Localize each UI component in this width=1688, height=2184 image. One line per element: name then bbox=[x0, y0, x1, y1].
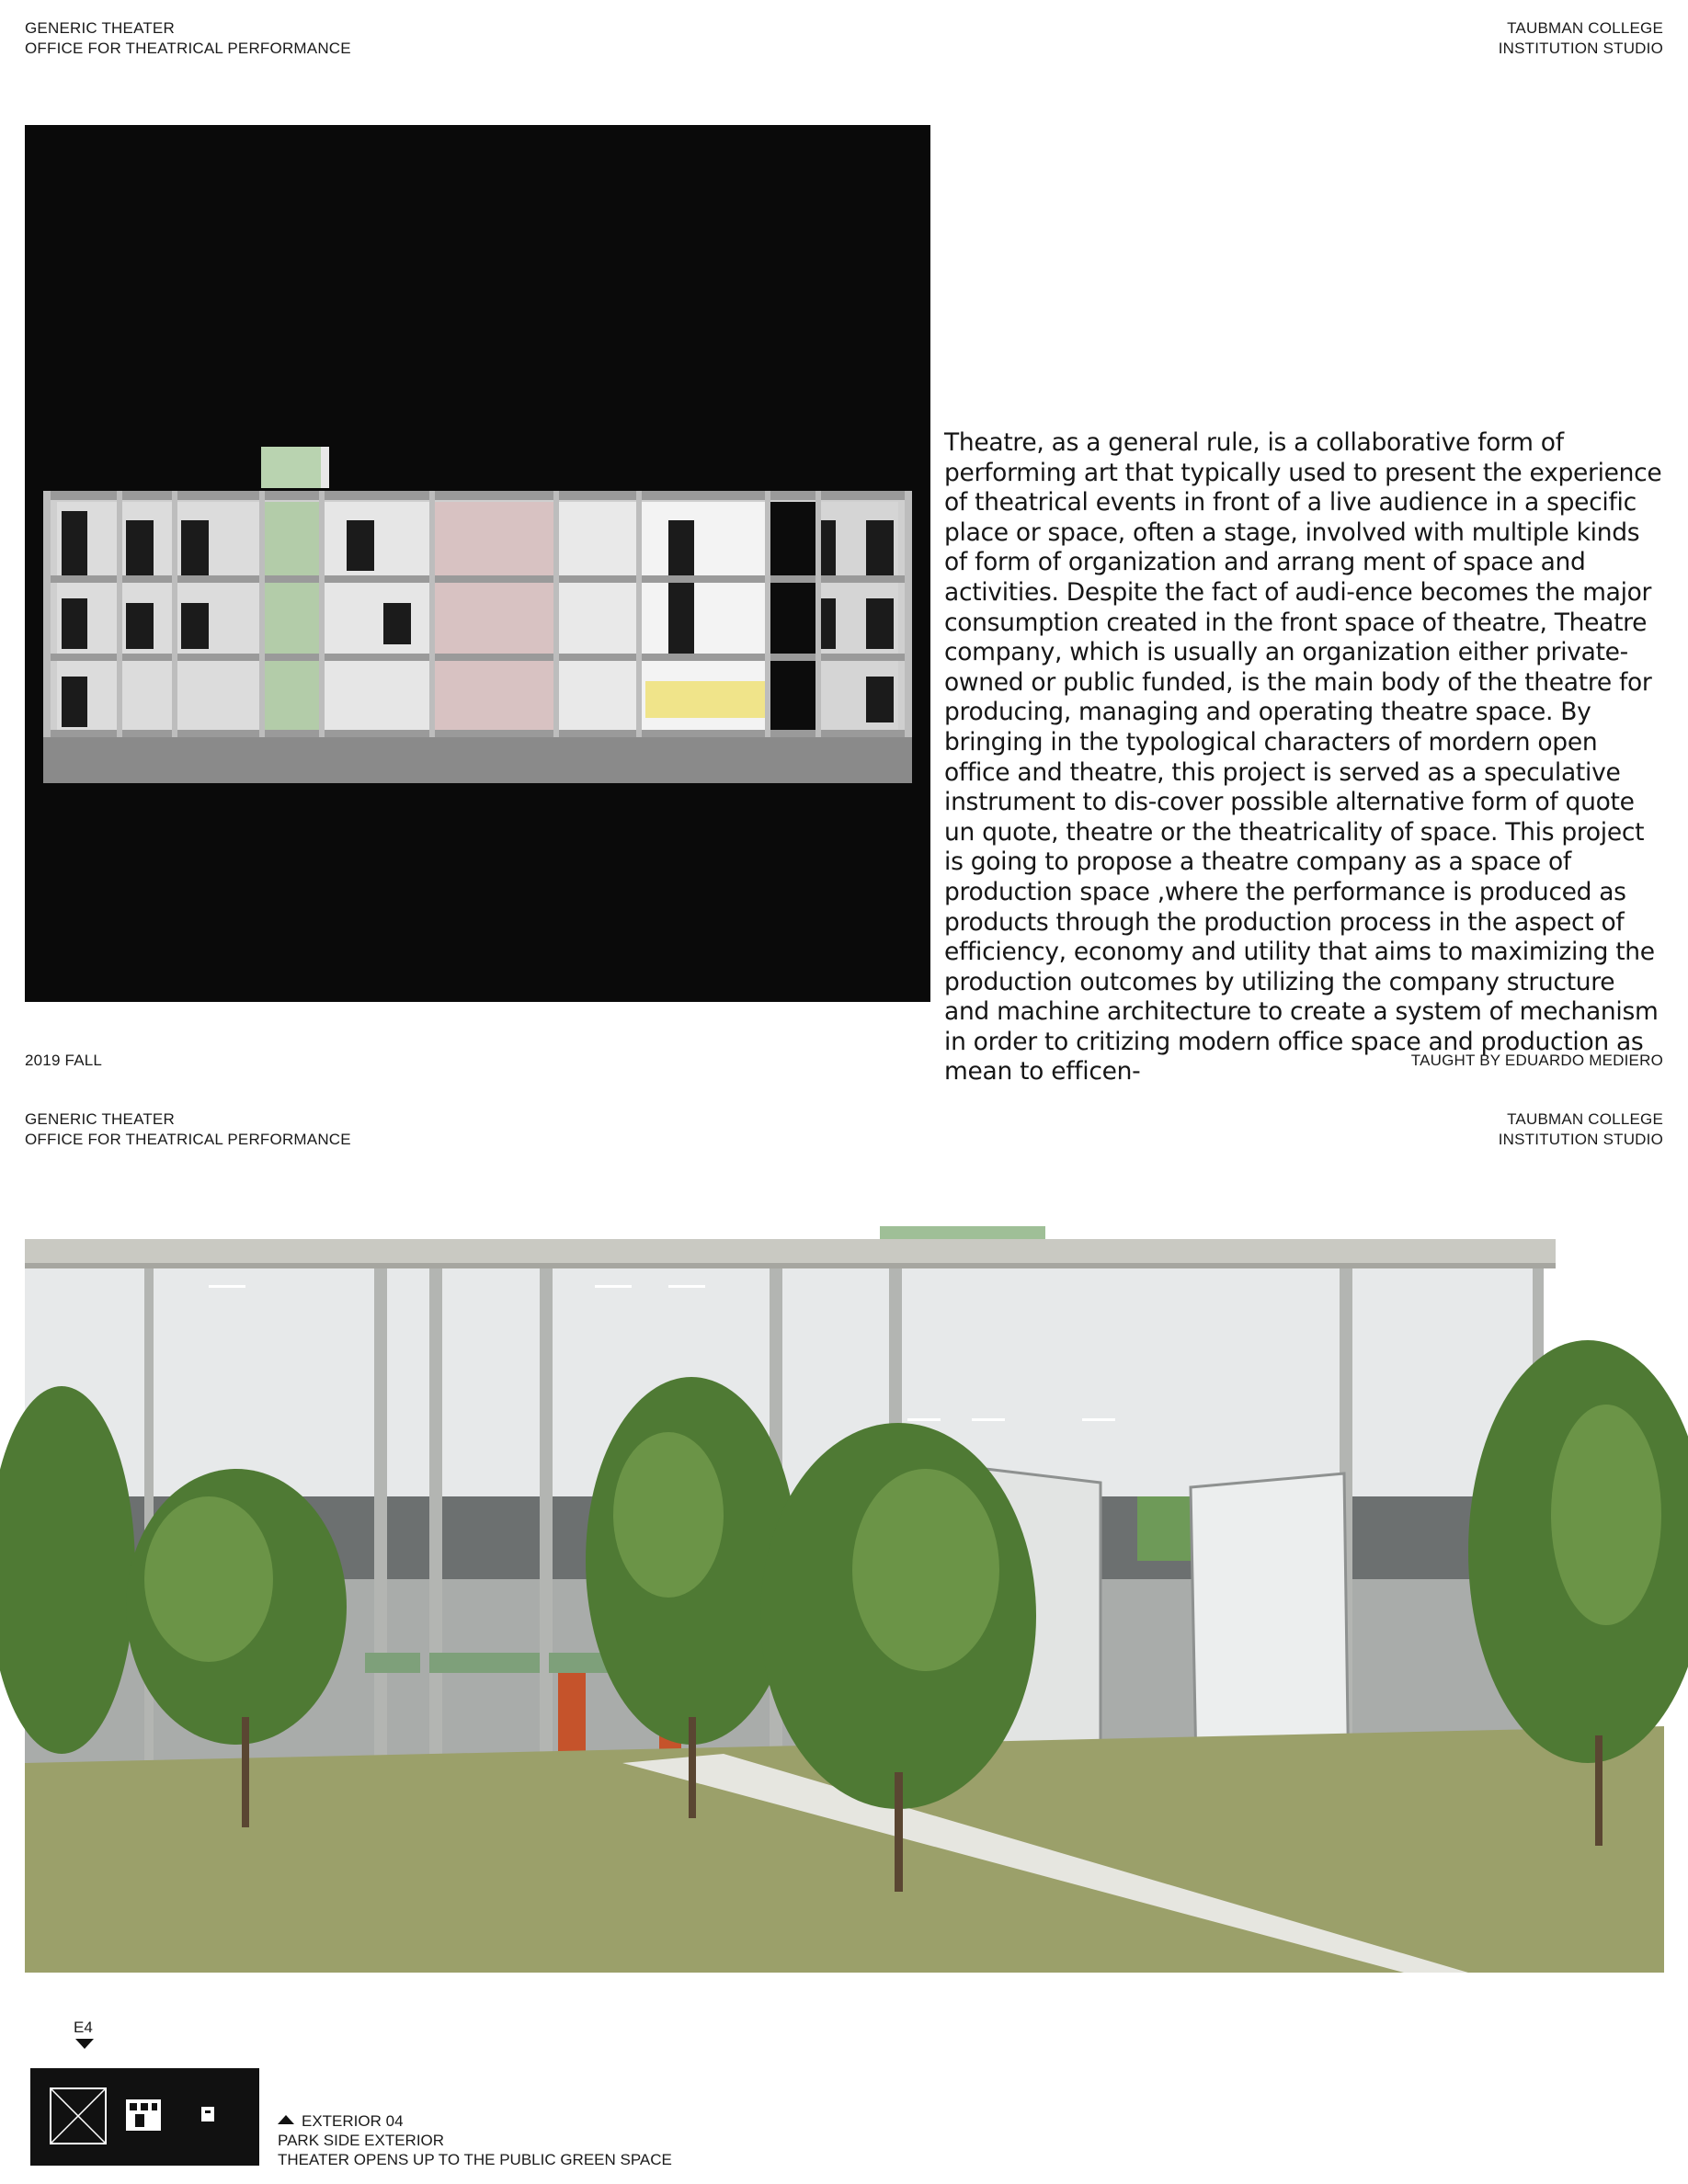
header-left-project bbox=[25, 18, 351, 59]
section-render-graphic bbox=[25, 125, 930, 1002]
studio-name-2: INSTITUTION STUDIO bbox=[1498, 1131, 1663, 1148]
semester-label: 2019 FALL bbox=[25, 1052, 103, 1069]
header-right-school-2 bbox=[1499, 1109, 1663, 1150]
studio-name: INSTITUTION STUDIO bbox=[1498, 40, 1663, 57]
project-title: GENERIC THEATER bbox=[25, 19, 175, 37]
exterior-render-graphic bbox=[25, 1166, 1664, 1973]
caption-triangle-icon bbox=[278, 2115, 294, 2124]
school-name-2: TAUBMAN COLLEGE bbox=[1507, 1110, 1663, 1128]
project-subtitle-2: OFFICE FOR THEATRICAL PERFORMANCE bbox=[25, 1131, 351, 1148]
key-plan bbox=[30, 2068, 259, 2166]
key-plan-label: E4 bbox=[74, 2019, 93, 2036]
section-perspective-render bbox=[25, 125, 930, 1002]
header-left-project-2 bbox=[25, 1109, 351, 1150]
project-description: Theatre, as a general rule, is a collaborative form of performing art that typically used to present the experience of theatrical events in front of a live audience in a specific place or space, often a stage, involved with multiple kinds of form of organization and arrang ment of space and activities. Despite the fact of audi-ence becomes the major consumption created in the front space of theatre, Theatre company, which is usually an organization either private-owned or public funded, is the main body of the theatre for producing, managing and operating theatre space. By bringing in the typological characters of mordern open office and theatre, this project is served as a speculative instrument to dis-cover possible alternative form of quote un quote, theatre or the theatricality of space. This project is going to propose a theatre company as a space of production space ,where the performance is produced as products through the production process in the aspect of efficiency, economy and utility that aims to maximizing the production outcomes by utilizing the company structure and machine architecture to create a system of mechanism in order to critizing modern office space and production as mean to efficen- bbox=[944, 428, 1662, 1086]
key-plan-graphic bbox=[30, 2068, 259, 2166]
render-caption bbox=[278, 2111, 672, 2169]
caption-view-number: EXTERIOR 04 bbox=[302, 2112, 404, 2130]
header-right-school bbox=[1499, 18, 1663, 59]
project-subtitle: OFFICE FOR THEATRICAL PERFORMANCE bbox=[25, 40, 351, 57]
exterior-park-render bbox=[25, 1166, 1664, 1973]
caption-line-2: PARK SIDE EXTERIOR bbox=[278, 2132, 445, 2149]
project-title-2: GENERIC THEATER bbox=[25, 1110, 175, 1128]
key-plan-arrow-icon bbox=[75, 2039, 94, 2049]
caption-line-1 bbox=[278, 2111, 672, 2131]
caption-line-3: THEATER OPENS UP TO THE PUBLIC GREEN SPACE bbox=[278, 2151, 672, 2168]
instructor-label: TAUGHT BY EDUARDO MEDIERO bbox=[1410, 1052, 1663, 1069]
school-name: TAUBMAN COLLEGE bbox=[1507, 19, 1663, 37]
